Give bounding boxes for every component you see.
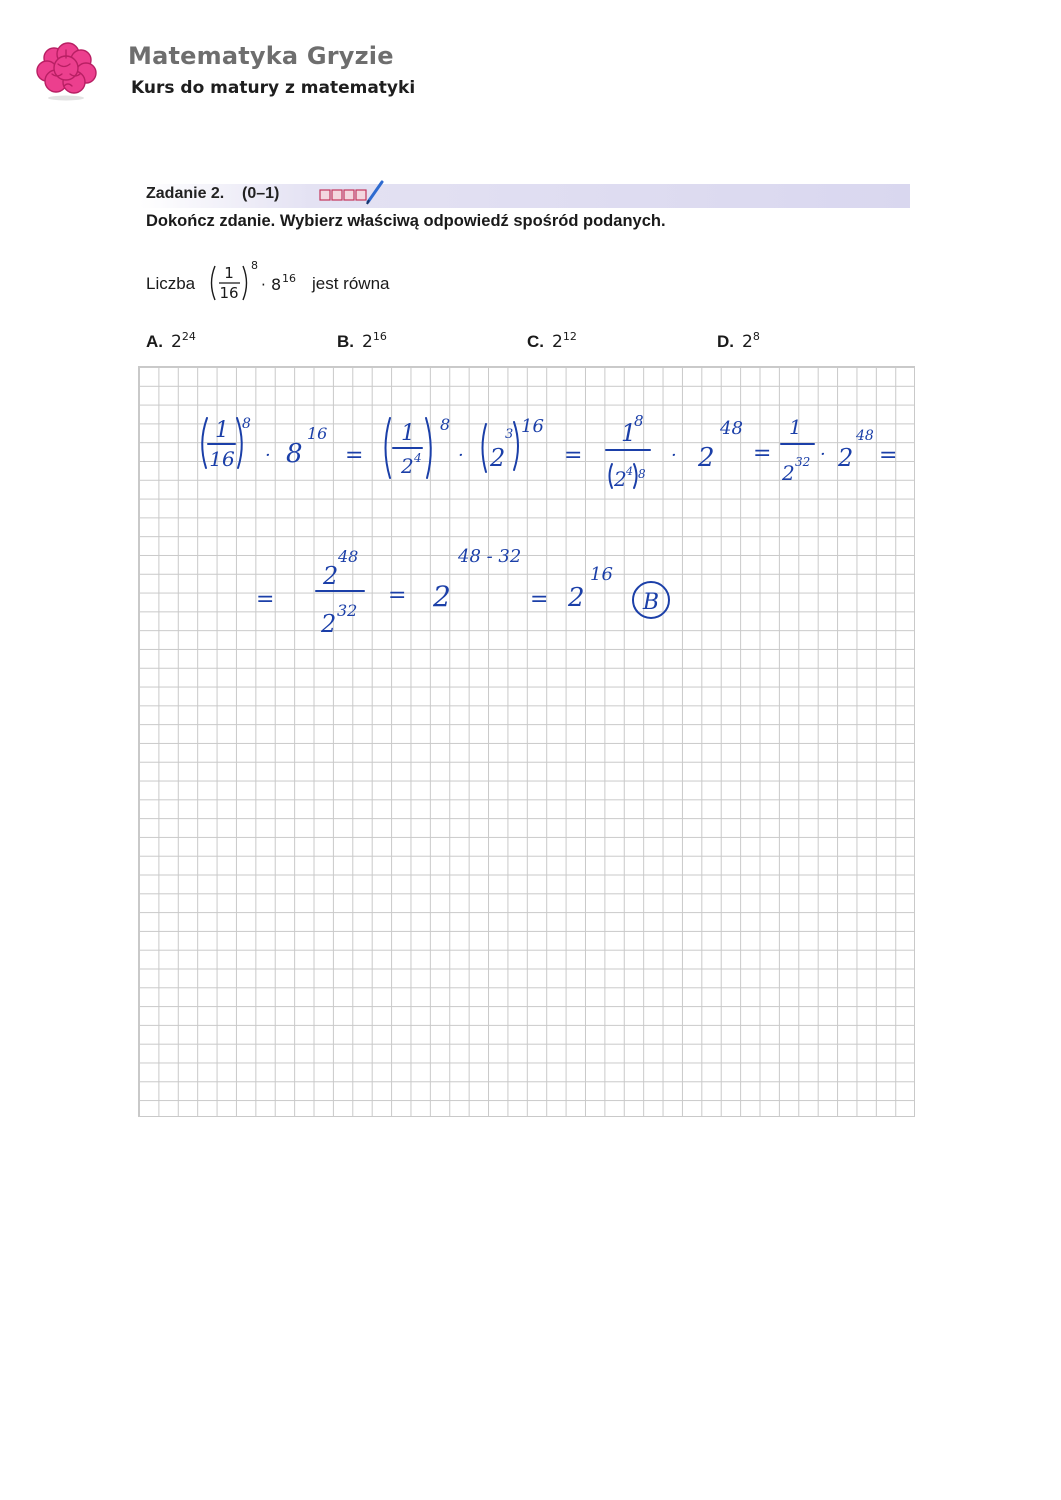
option-letter: D. [717,332,734,351]
svg-text:2: 2 [614,467,627,491]
step-3-fraction [606,412,650,491]
svg-text:8: 8 [440,415,451,434]
option-letter: A. [146,332,163,351]
expr-denominator: 16 [219,284,239,302]
svg-text:2: 2 [838,444,854,472]
svg-text:48: 48 [338,547,359,566]
svg-text:1: 1 [215,418,229,443]
dot-2: · [458,445,464,466]
final-result [567,564,613,613]
option-base: 2 [171,332,182,352]
dot-1: · [265,445,271,466]
equals-5: = [256,587,275,612]
svg-text:8: 8 [242,416,251,432]
svg-text:48 - 32: 48 - 32 [458,546,522,567]
svg-text:16: 16 [209,447,235,471]
svg-text:8: 8 [634,412,644,430]
equals-1: = [345,443,364,468]
svg-text:16: 16 [307,424,328,443]
option-letter: C. [527,332,544,351]
svg-text:2: 2 [433,580,451,613]
step-4-power [837,428,874,472]
option-base: 2 [362,332,373,352]
svg-text:2: 2 [490,444,506,472]
equals-4: = [879,443,898,468]
option-base: 2 [552,332,563,352]
expr-base-exponent: 16 [282,272,296,285]
option-exponent: 12 [562,330,577,343]
option-exponent: 24 [181,330,196,343]
question-expression [206,256,310,304]
step-3-power [697,418,743,473]
step-1-fraction [202,416,251,471]
question-suffix: jest równa [312,274,390,293]
option-d[interactable] [717,330,760,352]
svg-text:2: 2 [698,443,715,473]
step-5-power [432,546,521,613]
svg-text:2: 2 [782,461,795,485]
option-letter: B. [337,332,354,351]
svg-text:3: 3 [505,427,514,442]
step-4-fraction [781,415,814,485]
handwritten-solution [138,366,913,666]
brain-icon [34,40,98,104]
option-base: 2 [742,332,753,352]
answer-letter: B [642,590,660,615]
svg-text:1: 1 [621,419,637,447]
svg-text:16: 16 [590,564,613,585]
task-instruction: Dokończ zdanie. Wybierz właściwą odpowiedź spośród podanych. [146,212,666,230]
step-2-power [483,416,544,472]
dot-3: · [671,445,677,466]
equals-3: = [753,441,772,466]
svg-text:48: 48 [856,428,874,444]
svg-text:8: 8 [638,467,646,481]
svg-text:8: 8 [286,439,303,469]
task-score: (0–1) [242,185,280,202]
equals-2: = [564,443,583,468]
brand-title: Matematyka Gryzie [128,42,394,70]
option-c[interactable] [527,330,577,352]
svg-text:4: 4 [414,451,422,465]
svg-text:1: 1 [401,421,415,446]
expr-outer-exponent: 8 [251,259,258,272]
option-a[interactable] [146,330,196,352]
svg-text:1: 1 [789,415,802,439]
svg-text:2: 2 [401,454,414,478]
difficulty-pencil-icon [318,178,386,208]
brand-subtitle: Kurs do matury z matematyki [131,78,416,98]
svg-text:2: 2 [321,610,337,638]
svg-text:32: 32 [795,455,811,469]
option-exponent: 8 [752,330,760,343]
svg-text:32: 32 [337,601,358,620]
option-exponent: 16 [372,330,387,343]
svg-text:2: 2 [568,583,585,613]
svg-text:2: 2 [323,562,339,590]
task-title: Zadanie 2. [146,185,225,202]
step-5-fraction [316,547,364,638]
dot-4: · [820,444,826,465]
equals-7: = [530,587,549,612]
expr-dot: · [261,276,266,294]
option-b[interactable] [337,330,387,352]
equals-6: = [388,583,407,608]
step-1-power [286,424,327,469]
svg-text:4: 4 [626,465,633,478]
expr-numerator: 1 [224,264,234,282]
answer-circle [633,582,669,618]
svg-text:48: 48 [720,418,743,439]
question-prefix: Liczba [146,274,196,293]
svg-text:16: 16 [521,416,544,437]
expr-base: 8 [271,275,282,294]
step-2-fraction [386,415,451,478]
